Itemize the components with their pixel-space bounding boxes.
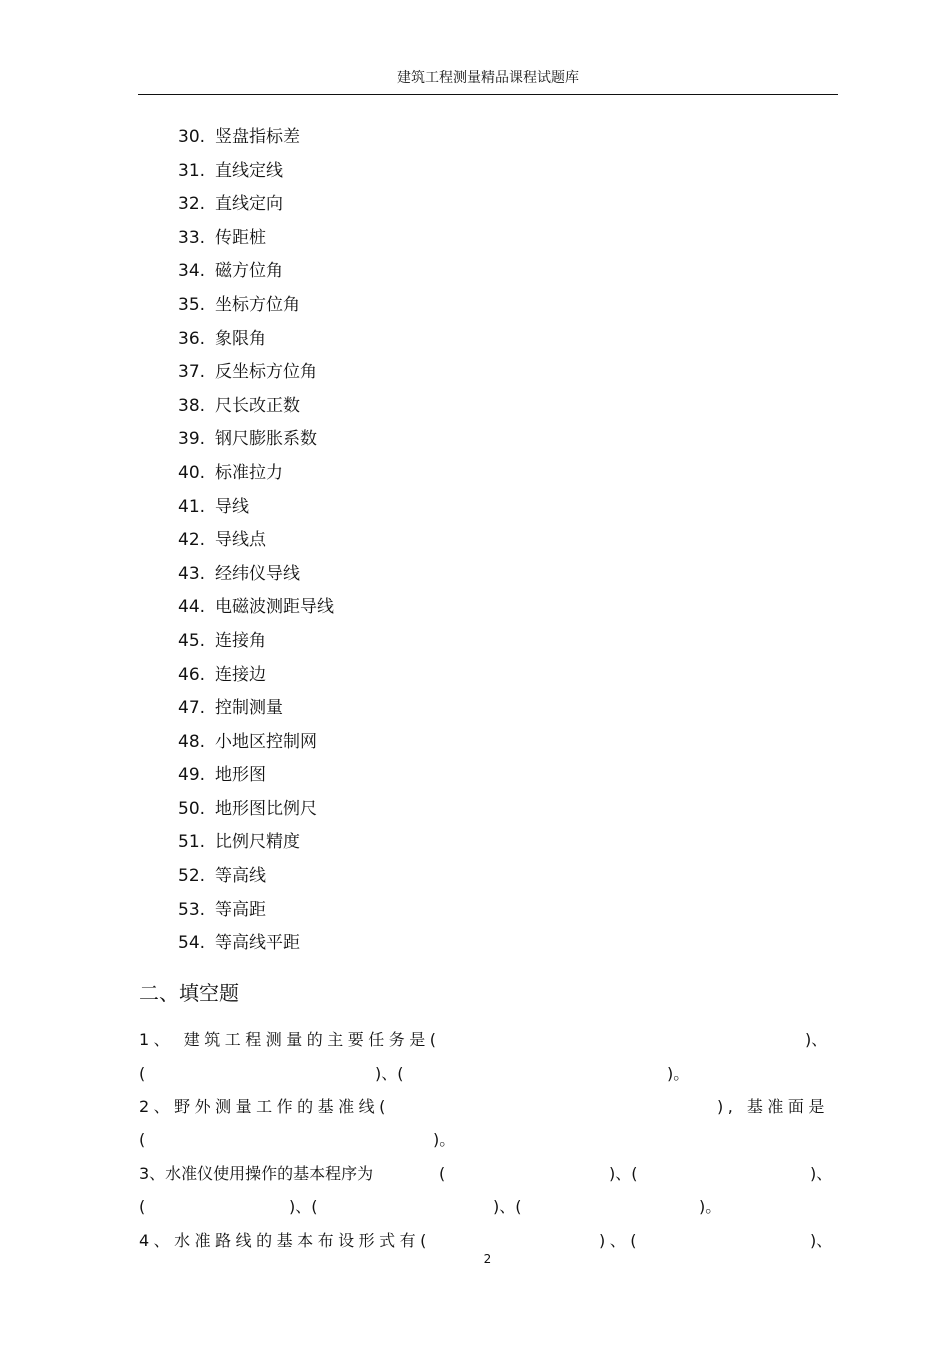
- term-text: 尺长改正数: [215, 395, 300, 416]
- term-text: 直线定线: [215, 160, 283, 181]
- term-item: [178, 356, 334, 390]
- term-text: 连接边: [215, 664, 266, 685]
- question-1-line-2-end: )。: [667, 1064, 690, 1083]
- term-text: 反坐标方位角: [215, 362, 317, 383]
- term-item: [178, 659, 334, 693]
- question-3-lead: 3、水准仪使用操作的基本程序为: [139, 1164, 374, 1183]
- term-number: 37.: [178, 362, 206, 383]
- question-2-line-2-end: )。: [433, 1130, 456, 1149]
- term-text: 竖盘指标差: [215, 127, 300, 147]
- term-number: 46.: [178, 664, 206, 685]
- term-list: [178, 121, 334, 961]
- term-text: 导线: [215, 496, 249, 517]
- term-number: 30.: [178, 127, 206, 147]
- question-2-line-1-end: ), 基准面是: [717, 1097, 829, 1116]
- term-text: 钢尺膨胀系数: [215, 429, 317, 450]
- term-text: 比例尺精度: [215, 832, 300, 853]
- section-title: 二、填空题: [139, 981, 239, 1005]
- term-item: [178, 155, 334, 189]
- term-number: 53.: [178, 899, 206, 920]
- term-number: 36.: [178, 328, 206, 349]
- question-3-paren-2-close: )、: [810, 1164, 833, 1183]
- term-number: 34.: [178, 261, 206, 282]
- term-number: 41.: [178, 496, 206, 517]
- term-number: 50.: [178, 798, 206, 819]
- term-item: [178, 860, 334, 894]
- question-1-line-2-open: (: [139, 1064, 146, 1083]
- term-item: [178, 121, 334, 155]
- term-item: [178, 726, 334, 760]
- term-item: [178, 524, 334, 558]
- term-item: [178, 793, 334, 827]
- page-number: 2: [483, 1252, 492, 1266]
- term-item: [178, 323, 334, 357]
- term-number: 43.: [178, 563, 206, 584]
- question-3-paren-1-close: )、(: [609, 1164, 638, 1183]
- term-item: [178, 759, 334, 793]
- term-number: 44.: [178, 597, 206, 618]
- question-2-lead: 2、野外测量工作的基准线(: [139, 1097, 390, 1116]
- term-item: [178, 457, 334, 491]
- question-1-lead: 1、 建筑工程测量的主要任务是(: [139, 1030, 441, 1049]
- question-2-line-2-open: (: [139, 1130, 146, 1149]
- term-text: 等高线: [215, 866, 266, 887]
- question-3-paren-1-open: (: [439, 1164, 446, 1183]
- term-item: [178, 692, 334, 726]
- term-text: 导线点: [215, 530, 266, 551]
- term-item: [178, 289, 334, 323]
- term-number: 35.: [178, 294, 206, 315]
- term-number: 49.: [178, 765, 206, 786]
- term-number: 52.: [178, 866, 206, 887]
- term-text: 电磁波测距导线: [215, 597, 334, 618]
- term-number: 40.: [178, 462, 206, 483]
- term-number: 51.: [178, 832, 206, 853]
- term-text: 直线定向: [215, 194, 283, 215]
- term-text: 传距桩: [215, 227, 266, 248]
- term-item: [178, 188, 334, 222]
- term-item: [178, 390, 334, 424]
- question-4-mid: )、(: [599, 1231, 641, 1250]
- term-item: [178, 491, 334, 525]
- term-text: 地形图: [215, 765, 266, 786]
- term-item: [178, 625, 334, 659]
- term-item: [178, 826, 334, 860]
- term-text: 小地区控制网: [215, 731, 317, 752]
- term-number: 45.: [178, 630, 206, 651]
- term-text: 连接角: [215, 630, 266, 651]
- question-4-lead: 4、水准路线的基本布设形式有(: [139, 1231, 431, 1250]
- question-1-line-2-mid: )、(: [375, 1064, 404, 1083]
- question-3-line-2-open: (: [139, 1197, 146, 1216]
- term-text: 磁方位角: [215, 261, 283, 282]
- term-item: [178, 558, 334, 592]
- question-3-line-2-end: )。: [699, 1197, 722, 1216]
- term-number: 31.: [178, 160, 206, 181]
- term-number: 38.: [178, 395, 206, 416]
- term-text: 标准拉力: [215, 462, 283, 483]
- term-number: 33.: [178, 227, 206, 248]
- term-text: 坐标方位角: [215, 294, 300, 315]
- question-1-line-1-end: )、: [805, 1030, 828, 1049]
- question-3-line-2-mid-1: )、(: [289, 1197, 318, 1216]
- term-number: 39.: [178, 429, 206, 450]
- question-4-end: )、: [810, 1231, 833, 1250]
- term-number: 32.: [178, 194, 206, 215]
- term-item: [178, 591, 334, 625]
- term-number: 54.: [178, 933, 206, 954]
- term-item: [178, 894, 334, 928]
- term-text: 等高线平距: [215, 933, 300, 954]
- term-item: [178, 423, 334, 457]
- term-text: 象限角: [215, 328, 266, 349]
- term-text: 地形图比例尺: [215, 798, 317, 819]
- term-item: [178, 927, 334, 961]
- term-text: 经纬仪导线: [215, 563, 300, 584]
- question-3-line-2-mid-2: )、(: [493, 1197, 522, 1216]
- running-header: 建筑工程测量精品课程试题库: [397, 70, 579, 86]
- term-number: 48.: [178, 731, 206, 752]
- term-number: 42.: [178, 530, 206, 551]
- term-item: [178, 255, 334, 289]
- term-text: 等高距: [215, 899, 266, 920]
- term-number: 47.: [178, 698, 206, 719]
- term-text: 控制测量: [215, 698, 283, 719]
- header-rule: [138, 94, 838, 95]
- term-item: [178, 222, 334, 256]
